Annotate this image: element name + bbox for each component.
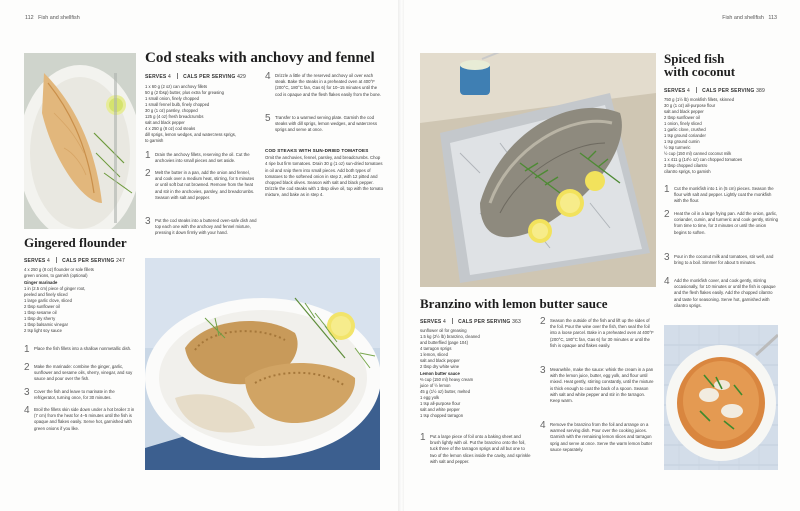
flounder-step-text: Broil the fillets skin side down under a hot broiler 3 in (7 cm) from the heat for 4–5 minutes until the fish is opaque and flakes easily. Serve hot, garnished with green onions if you like.	[34, 407, 135, 431]
flounder-marinade-item: 1 tbsp sesame oil	[24, 310, 57, 315]
branzino-step-text: Season the outside of the fish and lift up the sides of the foil. Pour the wine over the fish, then seal the foil into a loose parcel. Bake in a preheated oven at 400°F (200°C, 180°C fan, Gas 6) for 30 minutes or until the fish is opaque and flakes easily.	[550, 318, 654, 348]
monkfish-serves-value: 4	[687, 88, 690, 94]
cod-step-5	[265, 115, 383, 134]
cod-meta-divider	[177, 73, 178, 79]
branzino-step-number: 3	[540, 365, 546, 376]
flounder-ingredients	[24, 267, 138, 334]
branzino-sauce-item: ⅔ cup (150 ml) heavy cream	[420, 377, 474, 382]
branzino-sauce-item: 45 g (1½ oz) butter, melted	[420, 389, 471, 394]
flounder-serves-value: 4	[47, 258, 50, 264]
flounder-step-number: 3	[24, 387, 30, 398]
monkfish-title-line-1: Spiced fish	[664, 51, 725, 66]
branzino-step-number: 1	[420, 432, 426, 443]
flounder-ingredient-item: green onions, to garnish (optional)	[24, 273, 88, 278]
flounder-marinade-heading: Ginger marinade	[24, 280, 58, 285]
flounder-step-text: Cover the fish and leave to marinate in the refrigerator, turning once, for 30 minutes.	[34, 389, 115, 401]
branzino-sauce-heading: Lemon butter sauce	[420, 371, 460, 376]
branzino-sauce-item: 1 tsp all-purpose flour	[420, 401, 461, 406]
flounder-step-text: Make the marinade: combine the ginger, garlic, sunflower and sesame oils, sherry, vinegar, and soy sauce and pour over the fish.	[34, 364, 133, 382]
cod-step-3	[145, 218, 257, 237]
branzino-sauce-item: 1 tsp chopped tarragon	[420, 413, 464, 418]
monkfish-serves-label: SERVES	[664, 88, 686, 94]
flounder-serves-label: SERVES	[24, 258, 46, 264]
cod-ingredients	[145, 84, 257, 144]
book-gutter	[398, 0, 404, 511]
cod-step-4	[265, 73, 383, 98]
monkfish-cals-value: 389	[756, 88, 766, 94]
cod-ingredient-item: salt and black pepper	[145, 120, 185, 125]
cod-variation	[265, 148, 383, 199]
cod-ingredient-item: 1 small onion, finely chopped	[145, 96, 200, 101]
monkfish-step-text: Add the monkfish cover, and cook gently, stirring occasionally, for 10 minutes or until the fish is opaque and the flesh flakes easily. Add the chopped cilantro and taste for seasoning. Serve hot, garnished with cilantro sprigs.	[674, 278, 776, 308]
monkfish-step-number: 4	[664, 276, 670, 287]
monkfish-ingredient-item: 1 tsp ground cumin	[664, 139, 700, 144]
flounder-step-1	[24, 344, 136, 355]
branzino-ingredient-item: and butterflied (page 104)	[420, 340, 468, 345]
branzino-meta-divider	[452, 318, 453, 324]
branzino-cals-value: 363	[512, 319, 522, 325]
monkfish-ingredient-item: 30 g (1 oz) all-purpose flour	[664, 103, 716, 108]
flounder-marinade-item: 1 tbsp dry sherry	[24, 316, 56, 321]
cod-photo	[145, 258, 380, 470]
monkfish-cals-label: CALS PER SERVING	[702, 88, 755, 94]
cod-meta	[145, 73, 246, 80]
flounder-marinade-item: 2 tsp light soy sauce	[24, 328, 62, 333]
monkfish-step-text: Cut the monkfish into 1 in (5 cm) pieces. Season the flour with salt and pepper. Lightly coat the monkfish with the flour.	[674, 186, 774, 204]
flounder-marinade-item: peeled and finely sliced	[24, 292, 68, 297]
monkfish-title	[664, 52, 784, 79]
monkfish-ingredient-item: 1 x 411 g (14½ oz) can chopped tomatoes	[664, 157, 743, 162]
monkfish-ingredient-item: cilantro sprigs, to garnish	[664, 169, 711, 174]
branzino-ingredient-item: 4 tarragon sprigs	[420, 346, 452, 351]
left-section-name: Fish and shellfish	[38, 15, 80, 21]
branzino-step-1	[420, 434, 532, 465]
branzino-step-text: Remove the branzino from the foil and arrange on a warmed serving dish. Pour over the cooking juices. Garnish with the remaining lemon slices and tarragon sprig and serve at once. Serve the warm lemon butter sauce separately.	[550, 422, 653, 452]
monkfish-meta-divider	[696, 87, 697, 93]
flounder-cals-value: 247	[116, 258, 126, 264]
monkfish-step-3	[664, 254, 780, 266]
monkfish-meta	[664, 87, 765, 94]
branzino-step-text: Meanwhile, make the sauce: whisk the cream in a pan with the lemon juice, butter, egg yolk, and flour until mixed. Heat gently, stirring constantly, until the mixture is thick enough to coat the back of a spoon. Season with salt and white pepper and stir in the tarragon. Keep warm.	[550, 367, 654, 404]
cod-ingredient-item: to garnish	[145, 138, 164, 143]
cod-cals-label: CALS PER SERVING	[183, 74, 236, 80]
monkfish-step-4	[664, 278, 780, 309]
cod-ingredient-item: 1 small fennel bulb, finely chopped	[145, 102, 210, 107]
left-folio	[22, 15, 80, 21]
flounder-ingredient-item: 4 x 250 g (8 oz) flounder or sole fillets	[24, 267, 94, 272]
flounder-step-2	[24, 364, 136, 383]
monkfish-step-1	[664, 186, 780, 205]
cod-cals-value: 429	[237, 74, 247, 80]
flounder-marinade-item: 1 in (2.5 cm) piece of ginger root,	[24, 286, 86, 291]
flounder-step-number: 2	[24, 362, 30, 373]
monkfish-step-number: 2	[664, 209, 670, 220]
flounder-step-3	[24, 389, 136, 401]
cod-title: Cod steaks with anchovy and fennel	[145, 50, 375, 66]
cod-ingredient-item: 50 g (2 tbsp) butter, plus extra for greasing	[145, 90, 224, 95]
monkfish-photo	[664, 325, 778, 470]
cod-step-number: 2	[145, 168, 151, 179]
monkfish-ingredient-item: 1 tsp ground coriander	[664, 133, 706, 138]
branzino-step-4	[540, 422, 656, 453]
flounder-cals-label: CALS PER SERVING	[62, 258, 115, 264]
branzino-ingredient-item: 1 lemon, sliced	[420, 352, 448, 357]
cod-step-text: Drain the anchovy fillets, reserving the oil. Cut the anchovies into small pieces and set aside.	[155, 152, 250, 164]
branzino-ingredient-item: sunflower oil for greasing	[420, 328, 467, 333]
monkfish-ingredient-item: 1 garlic clove, crushed	[664, 127, 706, 132]
cod-ingredient-item: 125 g (4 oz) fresh breadcrumbs	[145, 114, 204, 119]
branzino-step-3	[540, 367, 656, 404]
cod-variation-heading: COD STEAKS WITH SUN-DRIED TOMATOES	[265, 148, 369, 153]
branzino-photo	[420, 53, 656, 287]
cod-serves-label: SERVES	[145, 74, 167, 80]
branzino-step-number: 2	[540, 316, 546, 327]
monkfish-ingredient-item: 750 g (1½ lb) monkfish fillets, skinned	[664, 97, 735, 102]
branzino-ingredient-item: 2 tbsp dry white wine	[420, 364, 460, 369]
cod-step-text: Transfer to a warmed serving plate. Garnish the cod steaks with dill sprigs, lemon wedges, and watercress sprigs and serve at once.	[275, 115, 377, 133]
cod-step-number: 4	[265, 71, 271, 82]
right-section-name: Fish and shellfish	[722, 15, 764, 21]
flounder-step-number: 1	[24, 344, 30, 355]
monkfish-ingredient-item: salt and black pepper	[664, 109, 704, 114]
flounder-marinade-item: 1 large garlic clove, sliced	[24, 298, 72, 303]
right-page-number: 113	[768, 15, 777, 21]
monkfish-title-line-2: with coconut	[664, 64, 736, 80]
cod-serves-value: 4	[168, 74, 171, 80]
cod-ingredient-item: dill sprigs, lemon wedges, and watercress sprigs,	[145, 132, 237, 137]
cod-step-number: 3	[145, 216, 151, 227]
cod-step-2	[145, 170, 257, 201]
monkfish-step-number: 1	[664, 184, 670, 195]
monkfish-step-number: 3	[664, 252, 670, 263]
flounder-step-number: 4	[24, 405, 30, 416]
flounder-title: Gingered flounder	[24, 235, 127, 250]
branzino-meta	[420, 318, 521, 325]
branzino-ingredients	[420, 328, 532, 419]
monkfish-ingredient-item: ½ cup (150 ml) canned coconut milk	[664, 151, 732, 156]
branzino-serves-value: 4	[443, 319, 446, 325]
flounder-photo	[24, 53, 136, 229]
cod-step-1	[145, 152, 257, 164]
cod-ingredient-item: 4 x 250 g (8 oz) cod steaks	[145, 126, 196, 131]
cod-step-number: 1	[145, 150, 151, 161]
left-page-number: 112	[25, 15, 34, 21]
branzino-title: Branzino with lemon butter sauce	[420, 296, 608, 311]
right-folio	[722, 15, 780, 21]
monkfish-ingredient-item: 1 onion, finely sliced	[664, 121, 702, 126]
cod-step-number: 5	[265, 113, 271, 124]
cod-step-text: Melt the butter in a pan, add the onion and fennel, and cook over a medium heat, stirring, for 5 minutes or until soft but not browned. Remove from the heat and stir in the anchovies, parsley, and breadcrumbs. Season with salt and pepper.	[155, 170, 255, 200]
branzino-sauce-item: salt and white pepper	[420, 407, 460, 412]
cod-variation-text: Omit the anchovies, fennel, parsley, and breadcrumbs. Chop 4 ripe but firm tomatoes. Drain 30 g (1 oz) sun-dried tomatoes in oil and snip them into small pieces. Add both types of tomatoes to the softened onion in step 2, with 12 pitted and chopped black olives. Season with salt and black pepper. Drizzle the cod steaks with 1 tbsp olive oil, top with the tomato mixture, and bake as in step 4.	[265, 155, 383, 198]
branzino-sauce-item: 1 egg yolk	[420, 395, 440, 400]
cod-step-text: Put the cod steaks into a buttered oven-safe dish and top each one with the anchovy and fennel mixture, pressing it down firmly with your hand.	[155, 218, 257, 236]
branzino-step-number: 4	[540, 420, 546, 431]
cod-ingredient-item: 1 x 60 g (2 oz) can anchovy fillets	[145, 84, 208, 89]
monkfish-ingredient-item: 3 tbsp chopped cilantro	[664, 163, 708, 168]
monkfish-ingredients	[664, 97, 782, 175]
branzino-cals-label: CALS PER SERVING	[458, 319, 511, 325]
flounder-meta-divider	[56, 257, 57, 263]
branzino-serves-label: SERVES	[420, 319, 442, 325]
branzino-sauce-item: juice of ½ lemon	[420, 383, 451, 388]
flounder-marinade-item: 1 tbsp balsamic vinegar	[24, 322, 68, 327]
branzino-step-text: Put a large piece of foil onto a baking sheet and brush lightly with oil. Put the branzino onto the foil, tuck three of the tarragon sprigs and all but one to two of the lemon slices inside the cavity, and sprinkle with salt and pepper.	[430, 434, 531, 464]
monkfish-step-text: Pour in the coconut milk and tomatoes, stir well, and bring to a boil. Simmer for about 5 minutes.	[674, 254, 774, 266]
cod-step-text: Drizzle a little of the reserved anchovy oil over each steak. Bake the steaks in a preheated oven at 400°F (200°C, 180°C fan, Gas 6) for 10–15 minutes until the cod is opaque and the flesh flakes easily from the bone.	[275, 73, 382, 97]
branzino-ingredient-item: salt and black pepper	[420, 358, 460, 363]
monkfish-ingredient-item: 2 tbsp sunflower oil	[664, 115, 700, 120]
monkfish-ingredient-item: ½ tsp turmeric	[664, 145, 691, 150]
monkfish-step-text: Heat the oil in a large frying pan. Add the onion, garlic, coriander, cumin, and turmeric and cook gently, stirring from time to time, for 3 minutes or until the onion begins to soften.	[674, 211, 779, 235]
flounder-marinade-item: 2 tbsp sunflower oil	[24, 304, 60, 309]
flounder-meta	[24, 257, 125, 264]
branzino-ingredient-item: 1.5 kg (2½ lb) branzino, cleaned	[420, 334, 480, 339]
flounder-step-text: Place the fish fillets into a shallow nonmetallic dish.	[34, 346, 132, 351]
monkfish-step-2	[664, 211, 780, 236]
branzino-step-2	[540, 318, 656, 349]
cod-ingredient-item: 30 g (1 oz) parsley, chopped	[145, 108, 198, 113]
flounder-step-4	[24, 407, 136, 432]
